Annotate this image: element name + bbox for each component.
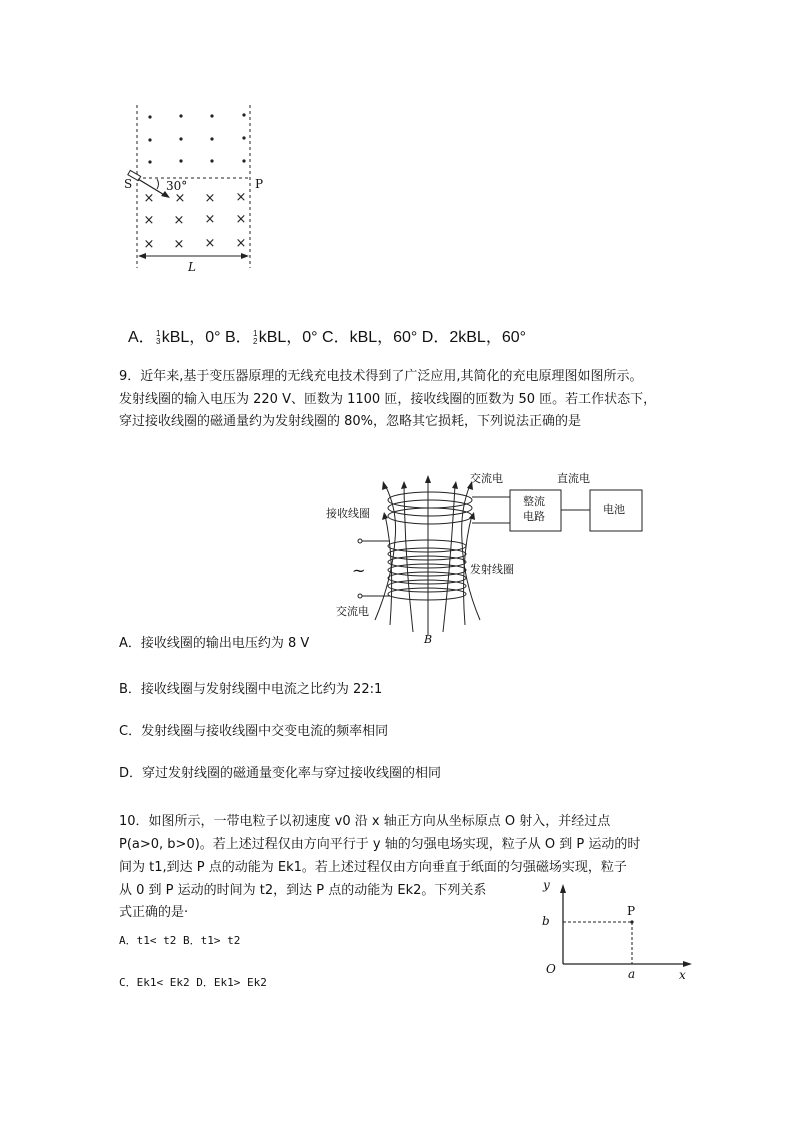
rectifier-label-2: 电路 [523,510,545,523]
svg-text:×: × [173,237,185,252]
q10-line-4: 从 0 到 P 运动的时间为 t2，到达 P 点的动能为 Ek2。下列关系 [119,883,487,898]
battery-label: 电池 [603,503,625,516]
option-d: D．2kBL，60° [417,329,527,346]
q9-line-2: 发射线圈的输入电压为 220 V、匝数为 1100 匝，接收线圈的匝数为 50 匝。若工作状态下， [119,392,657,407]
option-a: kBL，0° [161,329,221,346]
q10-options-ab: A．t1< t2 B．t1> t2 [119,934,241,947]
svg-text:×: × [143,191,155,206]
ac-top-label: 交流电 [470,472,503,485]
option-a-prefix: A． [128,329,155,346]
source-label: S [124,177,133,191]
q10-line-2: P(a>0, b>0)。若上述过程仅由方向平行于 y 轴的匀强电场实现，粒子从 O 到 P 运动的时 [119,837,641,852]
svg-text:×: × [174,191,186,206]
receive-coil-label: 接收线圈 [326,507,370,520]
svg-text:×: × [204,191,216,206]
q9-option-b: B．接收线圈与发射线圈中电流之比约为 22:1 [119,682,383,697]
dc-label: 直流电 [557,472,590,485]
origin-label: O [546,962,556,976]
b-label: b [542,914,550,928]
q9-line-1: 9．近年来,基于变压器原理的无线充电技术得到了广泛应用,其简化的充电原理图如图所示。 [119,369,643,384]
svg-text:×: × [173,213,185,228]
q9-option-c: C．发射线圈与接收线圈中交变电流的频率相同 [119,724,389,739]
svg-text:×: × [204,212,216,227]
angle-label: 30° [166,179,188,193]
option-c: C．kBL，60° [317,329,418,346]
fraction-one-third: 1 3 [155,329,161,346]
fraction-one-half: 1 2 [252,329,258,346]
q10-line-3: 间为 t1,到达 P 点的动能为 Ek1。若上述过程仅由方向垂直于纸面的匀强磁场实现，粒子 [119,860,627,875]
ac-bottom-label: 交流电 [336,605,369,618]
svg-text:×: × [235,212,247,227]
q10-line-1: 10．如图所示，一带电粒子以初速度 v0 沿 x 轴正方向从坐标原点 O 射入，并经过点 [119,814,611,829]
q9-line-3: 穿过接收线圈的磁通量约为发射线圈的 80%，忽略其它损耗，下列说法正确的是 [119,414,582,429]
svg-text:×: × [204,236,216,251]
width-label: L [188,260,196,274]
transmit-coil-label: 发射线圈 [470,563,514,576]
q10-options-cd: C．Ek1< Ek2 D．Ek1> Ek2 [119,976,267,989]
field-b-label: B [424,633,433,646]
option-b: kBL，0° [258,329,318,346]
svg-text:×: × [235,190,247,205]
ac-symbol: ~ [352,561,366,580]
y-axis-label: y [543,878,550,892]
x-axis-label: x [679,968,686,982]
q10-line-5: 式正确的是· [119,905,189,920]
svg-text:×: × [143,213,155,228]
q9-option-a: A．接收线圈的输出电压约为 8 V [119,636,310,651]
option-b-prefix: B． [220,329,252,346]
p-label: P [627,904,636,918]
svg-text:×: × [143,237,155,252]
svg-text:×: × [235,236,247,251]
a-label: a [628,967,636,981]
point-p-label: P [255,177,264,191]
rectifier-label-1: 整流 [523,495,545,508]
q9-option-d: D．穿过发射线圈的磁通量变化率与穿过接收线圈的相同 [119,766,442,781]
